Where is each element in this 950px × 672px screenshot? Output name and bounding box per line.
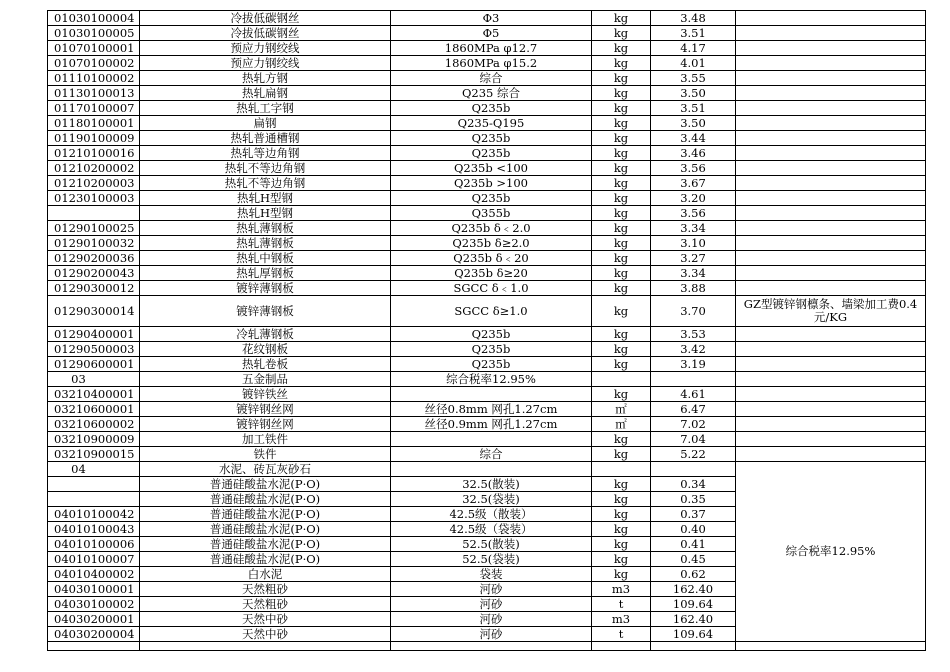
note-cell bbox=[736, 402, 926, 417]
item-spec: Q235b bbox=[391, 146, 592, 161]
item-name: 热轧普通槽钢 bbox=[140, 131, 391, 146]
item-code: 01180100001 bbox=[48, 116, 140, 131]
note-cell bbox=[736, 266, 926, 281]
item-name: 五金制品 bbox=[140, 372, 391, 387]
note-cell bbox=[736, 432, 926, 447]
item-price: 5.22 bbox=[651, 447, 736, 462]
item-spec: 1860MPa φ15.2 bbox=[391, 56, 592, 71]
item-unit: kg bbox=[592, 236, 651, 251]
empty-cell bbox=[391, 642, 592, 651]
item-spec: 1860MPa φ12.7 bbox=[391, 41, 592, 56]
item-code: 04010400002 bbox=[48, 567, 140, 582]
item-unit: kg bbox=[592, 522, 651, 537]
item-spec: Q235b <100 bbox=[391, 161, 592, 176]
item-code: 03210900015 bbox=[48, 447, 140, 462]
table-row bbox=[48, 642, 926, 651]
table-row bbox=[48, 26, 926, 41]
item-unit: kg bbox=[592, 131, 651, 146]
item-unit: kg bbox=[592, 387, 651, 402]
item-name: 普通硅酸盐水泥(P·O) bbox=[140, 507, 391, 522]
table-row bbox=[48, 176, 926, 191]
table-row bbox=[48, 251, 926, 266]
item-name: 热轧薄钢板 bbox=[140, 236, 391, 251]
table-row bbox=[48, 116, 926, 131]
item-unit: kg bbox=[592, 477, 651, 492]
item-price: 3.51 bbox=[651, 101, 736, 116]
item-spec: 综合 bbox=[391, 447, 592, 462]
item-spec: 32.5(袋装) bbox=[391, 492, 592, 507]
item-price: 4.01 bbox=[651, 56, 736, 71]
item-name: 冷拔低碳钢丝 bbox=[140, 26, 391, 41]
item-unit: kg bbox=[592, 537, 651, 552]
item-name: 普通硅酸盐水泥(P·O) bbox=[140, 522, 391, 537]
item-price: 3.34 bbox=[651, 221, 736, 236]
item-name: 冷拔低碳钢丝 bbox=[140, 11, 391, 26]
item-unit: kg bbox=[592, 567, 651, 582]
item-code bbox=[48, 206, 140, 221]
item-spec: 河砂 bbox=[391, 612, 592, 627]
item-price: 3.34 bbox=[651, 266, 736, 281]
table-row bbox=[48, 41, 926, 56]
item-price: 0.35 bbox=[651, 492, 736, 507]
galvanized-note: GZ型镀锌钢檩条、墙梁加工费0.4元/KG bbox=[736, 296, 926, 327]
cement-tax-note: 综合税率12.95% bbox=[736, 462, 926, 642]
item-unit bbox=[592, 462, 651, 477]
item-code: 01210100016 bbox=[48, 146, 140, 161]
item-code: 04010100006 bbox=[48, 537, 140, 552]
item-code: 01290200043 bbox=[48, 266, 140, 281]
item-spec: Q235 综合 bbox=[391, 86, 592, 101]
item-code: 01030100004 bbox=[48, 11, 140, 26]
item-name: 天然粗砂 bbox=[140, 582, 391, 597]
item-name: 预应力钢绞线 bbox=[140, 41, 391, 56]
item-spec: 综合税率12.95% bbox=[391, 372, 592, 387]
item-spec: Q235-Q195 bbox=[391, 116, 592, 131]
empty-cell bbox=[736, 642, 926, 651]
item-code: 01290200036 bbox=[48, 251, 140, 266]
item-spec: 河砂 bbox=[391, 627, 592, 642]
item-price: 3.50 bbox=[651, 116, 736, 131]
item-unit: kg bbox=[592, 11, 651, 26]
item-unit: kg bbox=[592, 101, 651, 116]
item-code: 04030200004 bbox=[48, 627, 140, 642]
item-unit: t bbox=[592, 597, 651, 612]
table-row bbox=[48, 342, 926, 357]
item-unit: kg bbox=[592, 86, 651, 101]
item-name: 水泥、砖瓦灰砂石 bbox=[140, 462, 391, 477]
note-cell bbox=[736, 71, 926, 86]
note-cell bbox=[736, 26, 926, 41]
item-spec bbox=[391, 387, 592, 402]
item-code: 03210600001 bbox=[48, 402, 140, 417]
item-name: 热轧中钢板 bbox=[140, 251, 391, 266]
item-name: 冷轧薄钢板 bbox=[140, 327, 391, 342]
item-price: 4.61 bbox=[651, 387, 736, 402]
item-spec: Q235b δ≥20 bbox=[391, 266, 592, 281]
item-price bbox=[651, 462, 736, 477]
item-unit: kg bbox=[592, 206, 651, 221]
note-cell bbox=[736, 41, 926, 56]
item-price: 162.40 bbox=[651, 582, 736, 597]
item-price: 6.47 bbox=[651, 402, 736, 417]
item-code: 01070100001 bbox=[48, 41, 140, 56]
item-unit: kg bbox=[592, 327, 651, 342]
item-price: 3.42 bbox=[651, 342, 736, 357]
item-unit: kg bbox=[592, 552, 651, 567]
empty-cell bbox=[651, 642, 736, 651]
item-spec: Q235b bbox=[391, 131, 592, 146]
item-code: 03210400001 bbox=[48, 387, 140, 402]
table-row bbox=[48, 387, 926, 402]
item-price: 3.56 bbox=[651, 161, 736, 176]
item-price: 3.55 bbox=[651, 71, 736, 86]
table-row bbox=[48, 327, 926, 342]
item-unit: kg bbox=[592, 161, 651, 176]
note-cell bbox=[736, 56, 926, 71]
note-cell bbox=[736, 101, 926, 116]
item-code: 01290500003 bbox=[48, 342, 140, 357]
item-price: 0.41 bbox=[651, 537, 736, 552]
item-code: 01290100032 bbox=[48, 236, 140, 251]
item-code: 03 bbox=[48, 372, 140, 387]
item-code bbox=[48, 492, 140, 507]
table-row bbox=[48, 357, 926, 372]
item-spec: Q355b bbox=[391, 206, 592, 221]
item-unit: kg bbox=[592, 56, 651, 71]
item-spec: 52.5(散装) bbox=[391, 537, 592, 552]
item-price: 3.48 bbox=[651, 11, 736, 26]
item-price: 7.02 bbox=[651, 417, 736, 432]
item-name: 普通硅酸盐水泥(P·O) bbox=[140, 552, 391, 567]
item-code: 01130100013 bbox=[48, 86, 140, 101]
item-code: 01170100007 bbox=[48, 101, 140, 116]
item-price: 4.17 bbox=[651, 41, 736, 56]
item-price: 3.70 bbox=[651, 296, 736, 327]
table-row bbox=[48, 417, 926, 432]
item-spec: 河砂 bbox=[391, 597, 592, 612]
item-spec: SGCC δ≥1.0 bbox=[391, 296, 592, 327]
item-spec: 综合 bbox=[391, 71, 592, 86]
item-price: 109.64 bbox=[651, 627, 736, 642]
item-name: 热轧等边角钢 bbox=[140, 146, 391, 161]
item-code: 01110100002 bbox=[48, 71, 140, 86]
item-code: 01290600001 bbox=[48, 357, 140, 372]
note-cell bbox=[736, 447, 926, 462]
table-row bbox=[48, 11, 926, 26]
item-name: 热轧方钢 bbox=[140, 71, 391, 86]
item-price: 0.62 bbox=[651, 567, 736, 582]
note-cell bbox=[736, 342, 926, 357]
item-price: 3.27 bbox=[651, 251, 736, 266]
item-name: 镀锌铁丝 bbox=[140, 387, 391, 402]
item-code: 01030100005 bbox=[48, 26, 140, 41]
item-price: 0.40 bbox=[651, 522, 736, 537]
item-price: 3.44 bbox=[651, 131, 736, 146]
item-name: 热轧工字钢 bbox=[140, 101, 391, 116]
item-name: 镀锌薄钢板 bbox=[140, 281, 391, 296]
item-spec: 丝径0.8mm 网孔1.27cm bbox=[391, 402, 592, 417]
item-price bbox=[651, 372, 736, 387]
note-cell bbox=[736, 86, 926, 101]
item-unit: ㎡ bbox=[592, 417, 651, 432]
item-name: 天然中砂 bbox=[140, 612, 391, 627]
item-code: 03210600002 bbox=[48, 417, 140, 432]
item-name: 热轧扁钢 bbox=[140, 86, 391, 101]
item-unit: kg bbox=[592, 296, 651, 327]
item-price: 3.20 bbox=[651, 191, 736, 206]
item-name: 热轧H型钢 bbox=[140, 206, 391, 221]
note-cell bbox=[736, 11, 926, 26]
item-unit: kg bbox=[592, 41, 651, 56]
item-unit: kg bbox=[592, 266, 651, 281]
table-row bbox=[48, 447, 926, 462]
item-price: 7.04 bbox=[651, 432, 736, 447]
item-code: 01190100009 bbox=[48, 131, 140, 146]
note-cell bbox=[736, 191, 926, 206]
table-row bbox=[48, 432, 926, 447]
item-spec: Q235b δ﹤2.0 bbox=[391, 221, 592, 236]
item-unit bbox=[592, 372, 651, 387]
item-spec: 袋装 bbox=[391, 567, 592, 582]
item-spec: 32.5(散装) bbox=[391, 477, 592, 492]
item-name: 热轧不等边角钢 bbox=[140, 161, 391, 176]
item-name: 镀锌薄钢板 bbox=[140, 296, 391, 327]
item-spec bbox=[391, 462, 592, 477]
item-unit: kg bbox=[592, 71, 651, 86]
item-unit: kg bbox=[592, 492, 651, 507]
note-cell bbox=[736, 221, 926, 236]
item-code: 03210900009 bbox=[48, 432, 140, 447]
item-spec: 52.5(袋装) bbox=[391, 552, 592, 567]
item-price: 3.56 bbox=[651, 206, 736, 221]
item-spec: 河砂 bbox=[391, 582, 592, 597]
item-price: 3.67 bbox=[651, 176, 736, 191]
item-price: 3.46 bbox=[651, 146, 736, 161]
item-code: 04030200001 bbox=[48, 612, 140, 627]
item-unit: kg bbox=[592, 357, 651, 372]
item-code: 04010100007 bbox=[48, 552, 140, 567]
note-cell bbox=[736, 161, 926, 176]
item-unit: kg bbox=[592, 447, 651, 462]
item-name: 普通硅酸盐水泥(P·O) bbox=[140, 537, 391, 552]
item-price: 3.53 bbox=[651, 327, 736, 342]
item-unit: m3 bbox=[592, 612, 651, 627]
table-row bbox=[48, 131, 926, 146]
item-code: 01290300014 bbox=[48, 296, 140, 327]
item-name: 热轧卷板 bbox=[140, 357, 391, 372]
item-spec: Q235b δ≥2.0 bbox=[391, 236, 592, 251]
table-row bbox=[48, 462, 926, 477]
table-row bbox=[48, 236, 926, 251]
table-row bbox=[48, 161, 926, 176]
table-row bbox=[48, 191, 926, 206]
item-unit: kg bbox=[592, 281, 651, 296]
note-cell bbox=[736, 251, 926, 266]
item-unit: kg bbox=[592, 221, 651, 236]
item-spec: Q235b >100 bbox=[391, 176, 592, 191]
item-price: 0.37 bbox=[651, 507, 736, 522]
table-row bbox=[48, 71, 926, 86]
item-spec: 丝径0.9mm 网孔1.27cm bbox=[391, 417, 592, 432]
table-row bbox=[48, 266, 926, 281]
item-unit: m3 bbox=[592, 582, 651, 597]
table-row bbox=[48, 206, 926, 221]
table-row bbox=[48, 221, 926, 236]
item-name: 普通硅酸盐水泥(P·O) bbox=[140, 492, 391, 507]
item-price: 3.88 bbox=[651, 281, 736, 296]
item-unit: kg bbox=[592, 146, 651, 161]
item-price: 3.51 bbox=[651, 26, 736, 41]
item-unit: kg bbox=[592, 432, 651, 447]
item-price: 162.40 bbox=[651, 612, 736, 627]
item-unit: kg bbox=[592, 342, 651, 357]
item-unit: kg bbox=[592, 116, 651, 131]
item-name: 热轧厚钢板 bbox=[140, 266, 391, 281]
item-spec: Q235b bbox=[391, 327, 592, 342]
item-code: 04 bbox=[48, 462, 140, 477]
item-spec: Φ5 bbox=[391, 26, 592, 41]
item-spec: Q235b bbox=[391, 101, 592, 116]
item-spec: 42.5级（散装） bbox=[391, 507, 592, 522]
item-unit: kg bbox=[592, 251, 651, 266]
item-price: 0.34 bbox=[651, 477, 736, 492]
item-name: 普通硅酸盐水泥(P·O) bbox=[140, 477, 391, 492]
note-cell bbox=[736, 372, 926, 387]
item-price: 3.19 bbox=[651, 357, 736, 372]
note-cell bbox=[736, 116, 926, 131]
empty-cell bbox=[592, 642, 651, 651]
item-spec: Φ3 bbox=[391, 11, 592, 26]
item-price: 109.64 bbox=[651, 597, 736, 612]
table-row bbox=[48, 146, 926, 161]
note-cell bbox=[736, 357, 926, 372]
item-unit: kg bbox=[592, 26, 651, 41]
item-name: 扁钢 bbox=[140, 116, 391, 131]
item-name: 加工铁件 bbox=[140, 432, 391, 447]
note-cell bbox=[736, 146, 926, 161]
item-name: 天然粗砂 bbox=[140, 597, 391, 612]
note-cell bbox=[736, 327, 926, 342]
item-price: 3.10 bbox=[651, 236, 736, 251]
item-code: 04010100042 bbox=[48, 507, 140, 522]
item-code: 04010100043 bbox=[48, 522, 140, 537]
item-name: 白水泥 bbox=[140, 567, 391, 582]
item-code: 01230100003 bbox=[48, 191, 140, 206]
item-code: 01210200002 bbox=[48, 161, 140, 176]
table-row bbox=[48, 56, 926, 71]
item-name: 花纹钢板 bbox=[140, 342, 391, 357]
item-code bbox=[48, 477, 140, 492]
note-cell bbox=[736, 176, 926, 191]
item-code: 01290300012 bbox=[48, 281, 140, 296]
item-name: 热轧薄钢板 bbox=[140, 221, 391, 236]
table-row bbox=[48, 101, 926, 116]
item-unit: ㎡ bbox=[592, 402, 651, 417]
item-unit: t bbox=[592, 627, 651, 642]
price-table bbox=[47, 10, 926, 651]
item-spec: Q235b bbox=[391, 342, 592, 357]
table-row bbox=[48, 296, 926, 327]
item-name: 预应力钢绞线 bbox=[140, 56, 391, 71]
note-cell bbox=[736, 131, 926, 146]
table-row bbox=[48, 372, 926, 387]
item-code: 01070100002 bbox=[48, 56, 140, 71]
item-price: 0.45 bbox=[651, 552, 736, 567]
price-table-body bbox=[48, 11, 926, 651]
item-spec: Q235b bbox=[391, 357, 592, 372]
item-code: 01290400001 bbox=[48, 327, 140, 342]
item-price: 3.50 bbox=[651, 86, 736, 101]
item-unit: kg bbox=[592, 191, 651, 206]
note-cell bbox=[736, 387, 926, 402]
item-spec: Q235b δ﹤20 bbox=[391, 251, 592, 266]
item-spec: 42.5级（袋装） bbox=[391, 522, 592, 537]
item-unit: kg bbox=[592, 507, 651, 522]
item-name: 镀锌钢丝网 bbox=[140, 417, 391, 432]
item-unit: kg bbox=[592, 176, 651, 191]
note-cell bbox=[736, 417, 926, 432]
item-name: 热轧H型钢 bbox=[140, 191, 391, 206]
note-cell bbox=[736, 236, 926, 251]
item-code: 01290100025 bbox=[48, 221, 140, 236]
item-spec: Q235b bbox=[391, 191, 592, 206]
item-name: 热轧不等边角钢 bbox=[140, 176, 391, 191]
table-row bbox=[48, 281, 926, 296]
item-code: 01210200003 bbox=[48, 176, 140, 191]
item-name: 铁件 bbox=[140, 447, 391, 462]
item-name: 天然中砂 bbox=[140, 627, 391, 642]
item-code: 04030100001 bbox=[48, 582, 140, 597]
item-spec: SGCC δ﹤1.0 bbox=[391, 281, 592, 296]
table-row bbox=[48, 86, 926, 101]
note-cell bbox=[736, 206, 926, 221]
item-name: 镀锌钢丝网 bbox=[140, 402, 391, 417]
empty-cell bbox=[48, 642, 140, 651]
item-spec bbox=[391, 432, 592, 447]
empty-cell bbox=[140, 642, 391, 651]
note-cell bbox=[736, 281, 926, 296]
item-code: 04030100002 bbox=[48, 597, 140, 612]
table-row bbox=[48, 402, 926, 417]
